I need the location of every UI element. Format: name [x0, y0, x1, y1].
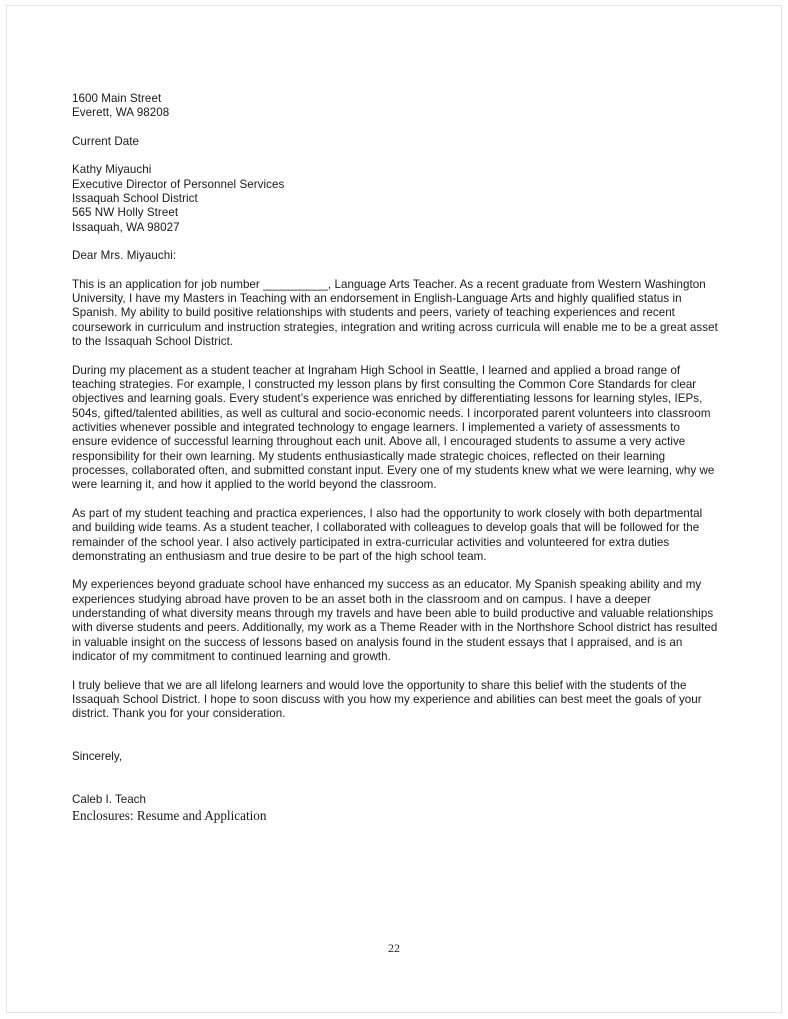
date-value: Current Date: [72, 134, 140, 148]
recipient-city-state-zip: Issaquah, WA 98027: [72, 220, 180, 234]
body-paragraph-2: During my placement as a student teacher at Ingraham High School in Seattle, I learned and applied a broad range of teaching strategies. For example, I constructed my lesson plans by first consulting the Common Core Standards for clear objectives and learning goals. Every student’s experience was enriched by differentiating lessons for learning styles, IEPs, 504s, gifted/talented abilities, as well as cultural and socio-economic needs. I incorporated parent volunteers into classroom activities whenever possible and integrated technology to engage learners. I implemented a variety of assessments to ensure evidence of successful learning throughout each unit. Above all, I encouraged students to assume a very active responsibility for their own learning. My students enthusiastically made strategic choices, reflected on their learning processes, collaborated often, and submitted constant input. Every one of my students knew what we were learning, why we were learning it, and how it applied to the world beyond the classroom.: [72, 363, 715, 492]
sender-address-block: [72, 92, 718, 121]
enclosures-line: Enclosures: Resume and Application: [72, 807, 267, 823]
spacer: [72, 121, 718, 135]
recipient-street: 565 NW Holly Street: [72, 206, 179, 220]
recipient-organization: Issaquah School District: [72, 192, 198, 206]
body-paragraph-4: My experiences beyond graduate school have enhanced my success as an educator. My Spanish speaking ability and my experiences studying abroad have proven to be an asset both in the classroom and on campus. I have a deeper understanding of what diversity means through my travels and have been able to build productive and valuable relationships with diverse students and peers. Additionally, my work as a Theme Reader with in the Northshore School district has resulted in valuable insight on the success of lessons based on analysis found in the student essays that I appraised, and is an indicator of my commitment to continued learning and growth.: [72, 578, 718, 664]
body-paragraph-1: This is an application for job number __________, Language Arts Teacher. As a recent graduate from Western Washington University, I have my Masters in Teaching with an endorsement in English-Language Arts and highly qualified status in Spanish. My ability to build positive relationships with students and peers, variety of teaching experiences and recent coursework in curriculum and instruction strategies, integration and writing across curricula will enable me to be a great asset to the Issaquah School District.: [72, 277, 718, 349]
recipient-name: Kathy Miyauchi: [72, 163, 152, 177]
valediction: Sincerely,: [72, 749, 123, 763]
letter-body: [72, 92, 718, 823]
body-paragraph-3: As part of my student teaching and practica experiences, I also had the opportunity to work closely with both departmental and building wide teams. As a student teacher, I collaborated with colleagues to develop goals that will be followed for the remainder of the school year. I also actively participated in extra-curricular activities and volunteered for extra duties demonstrating an enthusiasm and true desire to be part of the high school team.: [72, 506, 703, 563]
date-line: [72, 135, 718, 149]
signature-space: [72, 764, 718, 793]
sender-street: 1600 Main Street: [72, 92, 162, 105]
recipient-title: Executive Director of Personnel Services: [72, 177, 285, 191]
signature-name: Caleb I. Teach: [72, 793, 146, 807]
page-number: 22: [388, 941, 400, 955]
body-paragraph-5: I truly believe that we are all lifelong learners and would love the opportunity to share this belief with the students of the Issaquah School District. I hope to soon discuss with you how my experience and abilities can best meet the goals of your district. Thank you for your consideration.: [72, 678, 702, 721]
spacer: [72, 149, 718, 163]
recipient-address-block: [72, 163, 718, 235]
sender-city-state-zip: Everett, WA 98208: [72, 106, 170, 120]
spacer: [72, 235, 718, 249]
spacer: [72, 736, 718, 750]
spacer: [72, 264, 718, 278]
salutation: Dear Mrs. Miyauchi:: [72, 249, 177, 263]
